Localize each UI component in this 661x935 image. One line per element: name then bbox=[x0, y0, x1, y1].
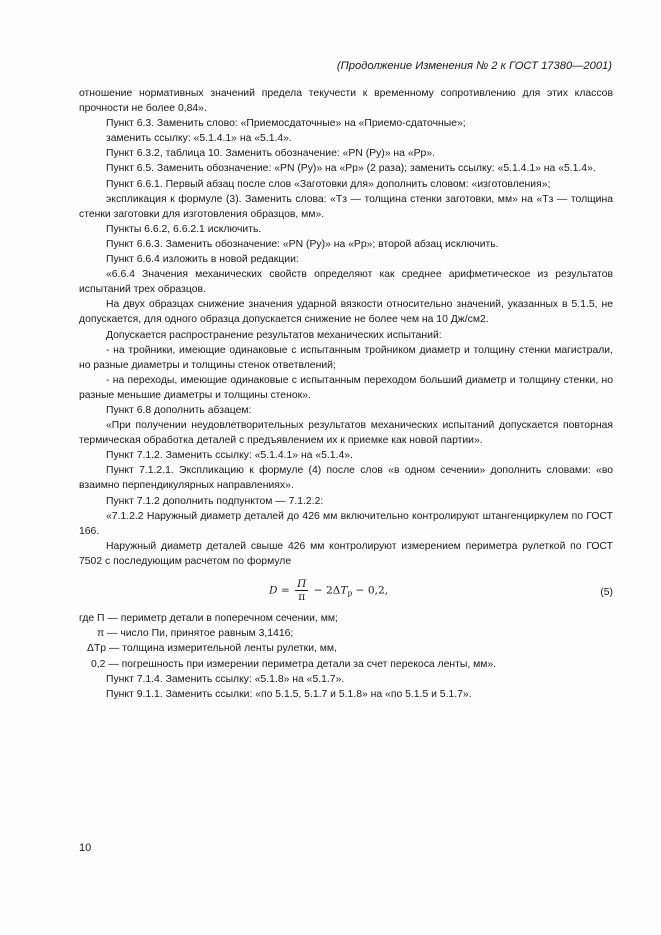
formula-tail: − 0,2, bbox=[352, 584, 389, 597]
paragraph: Наружный диаметр деталей свыше 426 мм контролируют измерением периметра рулеткой по ГОСТ 7502 с последующим расчетом по формуле bbox=[79, 540, 613, 567]
paragraph: Пункты 6.6.2, 6.6.2.1 исключить. bbox=[106, 223, 262, 235]
paragraph: Пункт 7.1.2.1. Экспликацию к формуле (4) после слов «в одном сечении» дополнить словами: «во взаимно перпендикулярных направлениях». bbox=[79, 465, 613, 492]
explication-symbol: 0,2 bbox=[91, 658, 106, 670]
explication-text: — число Пи, принятое равным 3,1416; bbox=[104, 628, 294, 640]
formula-fraction bbox=[295, 578, 308, 603]
paragraph: На двух образцах снижение значения ударной вязкости относительно значений, указанных в 5.1.5, не допускается, для одного образца допускается снижение не более чем на 10 Дж/см2. bbox=[79, 299, 613, 326]
formula-denominator: π bbox=[298, 591, 306, 603]
formula-t-sub: р bbox=[347, 588, 353, 598]
formula-lhs: D bbox=[269, 584, 278, 597]
paragraph: Допускается распространение результатов механических испытаний: bbox=[106, 329, 442, 341]
paragraph: - на переходы, имеющие одинаковые с испытанным переходом больший диаметр и толщину стенки, но разные меньшие диаметры и толщины стенок». bbox=[79, 374, 613, 401]
formula-expression bbox=[269, 578, 388, 603]
paragraph: Пункт 7.1.4. Заменить ссылку: «5.1.8» на «5.1.7». bbox=[106, 673, 345, 685]
paragraph: Пункт 6.3. Заменить слово: «Приемосдаточные» на «Приемо-сдаточные»; bbox=[106, 118, 466, 130]
formula-number: (5) bbox=[600, 587, 613, 598]
paragraph: отношение нормативных значений предела текучести к временному сопротивлению для этих классов прочности не более 0,84». bbox=[79, 88, 613, 115]
explication-line bbox=[79, 641, 613, 656]
explication-text: — периметр детали в поперечном сечении, мм; bbox=[104, 613, 338, 624]
paragraph: Пункт 7.1.2 дополнить подпунктом — 7.1.2.2: bbox=[106, 495, 324, 507]
formula-minus-term: − 2Δ bbox=[310, 584, 341, 597]
paragraph: заменить ссылку: «5.1.4.1» на «5.1.4». bbox=[106, 133, 292, 145]
formula-5 bbox=[79, 574, 613, 602]
paragraph: Пункт 6.8 дополнить абзацем: bbox=[106, 404, 252, 416]
formula-eq: = bbox=[277, 584, 294, 597]
explication-symbol: ΔTр bbox=[87, 643, 107, 655]
paragraph: Пункт 6.5. Заменить обозначение: «PN (Pу)» на «Pр» (2 раза); заменить ссылку: «5.1.4.1» на «5.1.4». bbox=[106, 163, 596, 175]
explication-symbol: где П bbox=[79, 613, 105, 624]
paragraph: экспликация к формуле (3). Заменить слова: «Tз — толщина стенки заготовки, мм» на «Tз — толщина стенки заготовки для изготовления образцов, мм». bbox=[79, 193, 613, 220]
paragraph: Пункт 6.3.2, таблица 10. Заменить обозначение: «PN (Pу)» на «Pр». bbox=[106, 148, 435, 160]
explication-line bbox=[79, 657, 613, 672]
explication-line bbox=[79, 611, 613, 626]
explication-text: — толщина измерительной ленты рулетки, мм, bbox=[106, 643, 337, 655]
formula-numerator: П bbox=[297, 578, 307, 590]
page-number: 10 bbox=[79, 842, 92, 854]
paragraph: Пункт 6.6.3. Заменить обозначение: «PN (Pу)» на «Pр»; второй абзац исключить. bbox=[106, 238, 499, 250]
formula-t: T bbox=[340, 584, 348, 597]
paragraph: Пункт 7.1.2. Заменить ссылку: «5.1.4.1» на «5.1.4». bbox=[106, 450, 353, 462]
explication-line bbox=[79, 626, 613, 641]
document-body bbox=[79, 86, 613, 702]
paragraph: «При получении неудовлетворительных результатов механических испытаний допускается повторная термическая обработка деталей с предъявлением их к приемке как новой партии». bbox=[79, 420, 613, 447]
explication-symbol: π bbox=[97, 628, 105, 640]
paragraph: «7.1.2.2 Наружный диаметр деталей до 426 мм включительно контролируют штангенциркулем по ГОСТ 166. bbox=[79, 510, 613, 537]
explication-text: — погрешность при измерении периметра детали за счет перекоса ленты, мм». bbox=[105, 658, 497, 670]
paragraph: Пункт 6.6.4 изложить в новой редакции: bbox=[106, 254, 299, 266]
paragraph: - на тройники, имеющие одинаковые с испытанным тройником диаметр и толщину стенки магистрали, но разные диаметры и толщины стенок ответвлений; bbox=[79, 344, 613, 371]
running-header: (Продолжение Изменения № 2 к ГОСТ 17380—2001) bbox=[336, 60, 612, 72]
paragraph: «6.6.4 Значения механических свойств определяют как среднее арифметическое из результатов испытаний трех образцов. bbox=[79, 269, 613, 296]
paragraph: Пункт 9.1.1. Заменить ссылки: «по 5.1.5, 5.1.7 и 5.1.8» на «по 5.1.5 и 5.1.7». bbox=[106, 688, 472, 700]
paragraph: Пункт 6.6.1. Первый абзац после слов «Заготовки для» дополнить словом: «изготовления»; bbox=[106, 178, 551, 190]
